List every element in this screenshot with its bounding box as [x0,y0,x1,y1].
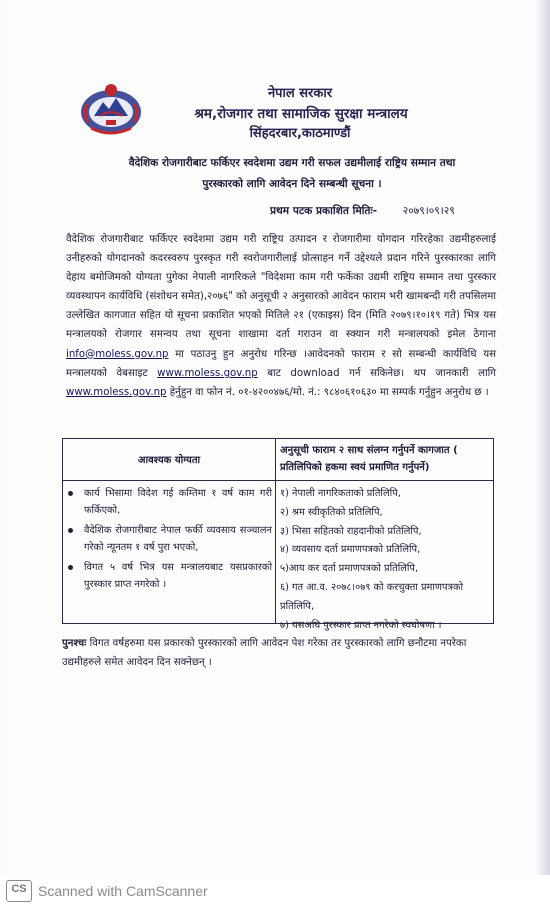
list-item: ७) यसअघि पुरस्कार प्राप्त नगरेको स्वघोषणा । [280,619,442,631]
website-link-1[interactable]: www.moless.gov.np [157,367,258,379]
bullet-icon [68,528,73,533]
bullet-icon [68,491,73,496]
government-name: नेपाल सरकार [267,86,333,101]
subject-line-1: वैदेशिक रोजगारीबाट फर्किएर स्वदेशमा उद्यम गरी सफल उद्यमीलाई राष्ट्रिय सम्मान तथा [128,157,456,169]
publication-date-label: प्रथम पटक प्रकाशित मितिः- [270,205,377,217]
postscript-note [62,634,492,672]
eligibility-item-text: विगत ५ वर्ष भित्र यस मन्त्रालयबाट यसप्रकारको पुरस्कार प्राप्त नगरेको । [84,561,272,591]
documents-header: अनुसूची फाराम २ साथ संलग्न गर्नुपर्ने कागजात ( प्रतिलिपिको हकमा स्वयं प्रमाणित गर्नुपर्ने) [280,445,458,473]
postscript-text: विगत वर्षहरुमा यस प्रकारको पुरस्कारको लागि आवेदन पेश गरेका तर पुरस्कारको लागि छनौटमा नपरेका उद्यमीहरुले समेत आवेदन दिन सक्नेछन् । [62,638,467,668]
eligibility-header: आवश्यक योग्यता [137,455,201,466]
camscanner-logo-text: CS [11,883,27,895]
subject-line-2: पुरस्कारको लागि आवेदन दिने सम्बन्धी सूचना । [202,178,382,190]
camscanner-logo-icon [6,880,32,902]
list-item [68,559,272,594]
publication-date [270,204,500,218]
list-item [68,485,272,520]
letterhead [194,84,408,144]
publication-date-value: २०७९।०९।२९ [402,205,455,217]
list-item: १) नेपाली नागरिकताको प्रतिलिपि, [280,488,401,499]
body-text-intro: वैदेशिक रोजगारीबाट फर्किएर स्वदेशमा उद्यम गरी राष्ट्रिय उत्पादन र रोजगारीमा योगदान गरिरहेका उद्यमीहरुलाई उनीहरुको योगदानको कदरस्वरुप पुरस्कृत गरी स्वरोजगारीलाई प्रोत्साहन गर्ने उद्देश्यले प्रदान गरिने पुरस्कारका लागि देहाय बमोजिमको योग्यता पुगेका नेपाली नागरिकले "विदेशमा काम गरी फर्केका उद्यमी राष्ट्रिय सम्मान तथा पुरस्कार व्यवस्थापन कार्यविधि (संशोधन समेत),२०७६" को अनुसूची २ अनुसारको आवेदन फाराम भरी खामबन्दी गरी तपसिलमा उल्लेखित कागजात सहित यो सूचना प्रकाशित भएको मितिले २१ (एकाइस) दिन (मिति २०७९।१०।१९ गते) भित्र यस मन्त्रालयको रोजगार समन्वय तथा सूचना शाखामा दर्ता गराउन वा स्क्यान गरी मन्त्रालयको इमेल ठेगाना [66,234,496,341]
list-item [68,522,272,557]
watermark-text: Scanned with CamScanner [38,883,208,899]
body-text-contact: हेर्नुहुन वा फोन नं. ०१-४२००४७६/मो. नं.: ९८४०६१०६३० मा सम्पर्क गर्नुहुन अनुरोध छ । [169,386,489,398]
website-link-2[interactable]: www.moless.gov.np [66,386,167,398]
eligibility-list [68,485,272,595]
postscript-label: पुनश्चः [62,638,87,649]
ministry-name: श्रम,रोजगार तथा सामाजिक सुरक्षा मन्त्रालय [194,106,408,122]
email-link[interactable]: info@moless.gov.np [66,348,169,360]
table-header-divider [62,480,494,481]
page-edge-shadow [536,0,550,875]
list-item: ६) गत आ.व. २०७८।०७९ को करचुक्ता प्रमाणपत्रको प्रतिलिपि, [280,581,464,612]
ministry-address: सिंहदरबार,काठमाण्डौं [249,126,351,141]
eligibility-item-text: कार्य भिसामा विदेश गई कम्तिमा १ वर्ष काम गरी फर्किएको, [84,488,272,517]
notice-subject [92,153,492,195]
list-item: ३) भिसा सहितको राहदानीको प्रतिलिपि, [280,525,422,537]
list-item: २) श्रम स्वीकृतिको प्रतिलिपि, [280,506,383,518]
list-item: ५)आय कर दर्ता प्रमाणपत्रको प्रतिलिपि, [280,563,419,575]
documents-list [280,485,490,635]
notice-body [66,230,496,402]
list-item: ४) व्यवसाय दर्ता प्रमाणपत्रको प्रतिलिपि, [280,544,421,556]
eligibility-item-text: वैदेशिक रोजगारीबाट नेपाल फर्की व्यवसाय सञ्चालन गरेको न्यूनतम १ वर्ष पुरा भएको, [84,524,272,554]
bullet-icon [68,565,73,570]
body-text-download: बाट download गर्न सकिनेछ। थप जानकारी लागि [267,367,497,379]
nepal-government-emblem-icon [76,78,146,138]
body-text-form: मा पठाउनु हुन अनुरोध गरिन्छ ।आवेदनको फाराम र सो सम्बन्धी कार्यविधि यस मन्त्रालयको वेबसाइट [66,348,496,379]
